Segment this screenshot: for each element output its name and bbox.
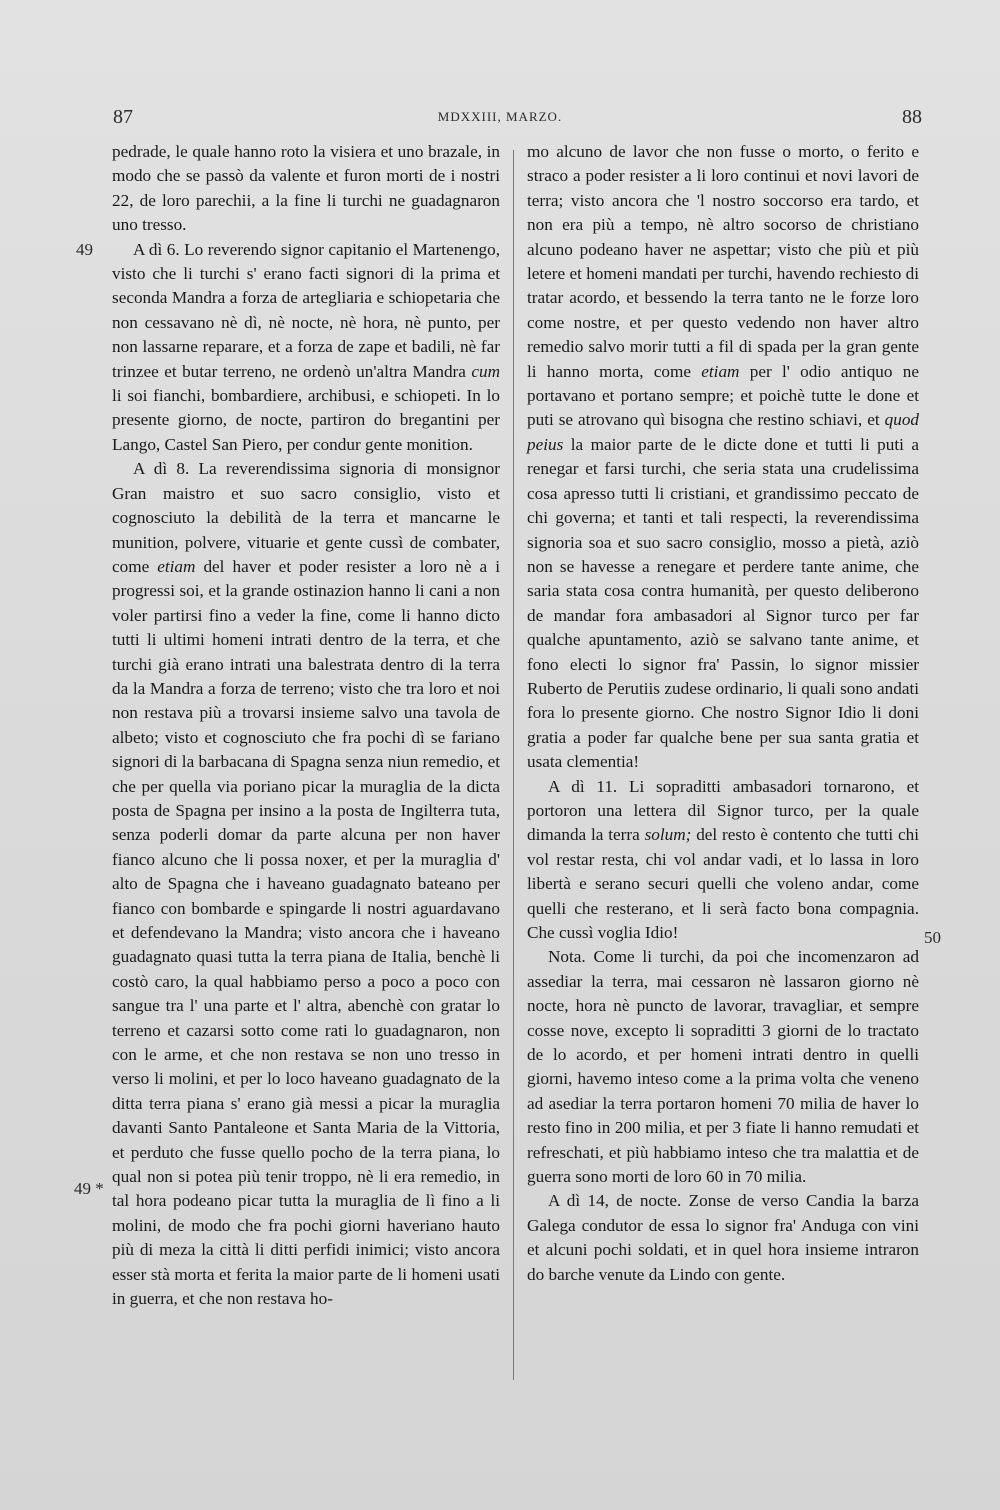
text-run: mo alcuno de lavor che non fusse o morto, o ferito e straco a poder resister a li loro continui et novi lavori de terra; visto ancora che 'l nostro soccorso era tardo, et non era più a tempo, nè altro socorso de christiano alcuno podeano haver ne aspettar; visto che più et più letere et homeni mandati per turchi, havendo rechiesto di tratar acordo, et bessendo la terra tanto ne le forze loro come nostre, et per questo vedendo non haver altro remedio salvo morir tutti a fil di spada per la gran gente li hanno morta, come — [527, 142, 919, 381]
running-title: MDXXIII, MARZO. — [437, 109, 563, 124]
paragraph-day-14: A dì 14, de nocte. Zonse de verso Candia la barza Galega condutor de essa lo signor fra' Anduga con vini et alcuni pochi soldati, et in quel hora insieme intraron do barche venute da Lindo con gente. — [527, 1191, 919, 1284]
paragraph-day-6 — [112, 238, 500, 458]
text-run: A dì 6. Lo reverendo signor capitanio el Martenengo, visto che li turchi s' erano facti signori di la prima et seconda Mandra a forza de artegliaria e schiopetaria che non cessavano nè dì, nè nocte, nè hora, nè punto, per non lassarne reparare, et a forza de zape et badili, nè far trinzee et butar terreno, ne ordenò un'altra Mandra — [112, 239, 500, 381]
right-column — [527, 140, 919, 1287]
italic-term: cum — [471, 361, 500, 381]
margin-number-third: 50 — [924, 928, 941, 947]
text-run: per l' odio antiquo ne portavano et portano sempre; et poichè tutte le done et puti se atrovano quì bisogna che restino schiavi, et — [527, 361, 919, 430]
page-number-right: 88 — [902, 106, 922, 128]
paragraph-continued: pedrade, le quale hanno roto la visiera et uno brazale, in modo che se passò da valente et furon morti de i nostri 22, de loro parechii, a la fine li turchi ne guadagnaron uno tresso. — [112, 142, 500, 235]
text-run: del haver et poder resister a loro nè a i progressi soi, et la grande ostinazion hanno li cani a non voler partirsi fino a veder la fine, come li hanno dicto tutti li ultimi homeni intrati dentro de la terra, et che turchi già erano intrati una balestrata dentro di la terra da la Mandra a forza de terreno; visto che tra loro et noi non restava più a trovarsi insieme salvo una tavola de albeto; visto et cognosciuto che fra pochi dì se fariano signori di la barbacana di Spagna senza niun remedio, et che per quella via poriano picar la muraglia de la dicta posta de Spagna per insino a la posta de Ingilterra tuta, senza poderli domar da parte alcuna per non haver fianco alcuno che li possa noxer, et per la muraglia d' alto de Spagna che i haveano guadagnato bateano per fianco con bombarde e spingarde li nostri aguardavano et defendevano la Mandra; visto ancora che i haveano guadagnato quasi tutta la terra piana de Italia, benchè li costò caro, la qual habbiamo perso a poco a poco con sangue tra l' una parte et l' altra, abenchè con gratar lo terreno et cazarsi sotto come rati lo guadagnaron, non con le arme, et che non restava se non uno tresso in verso li molini, et per lo loco haveano guadagnato de la ditta terra piana s' erano già messi a picar la muraglia davanti Santo Pantaleone et Santa Maria de la Vittoria, et perduto che fusse quello pocho de la terra piana, lo qual non si potea più tenir troppo, nè li era remedio, in tal hora podeano picar tutta la muraglia de lì fino a li molini, de modo che fra pochi giorni haveriano hauto più di meza la città li ditti perfidi inimici; visto ancora esser stà morta et ferita la maior parte de li homeni usati in guerra, et che non restava ho- — [112, 556, 500, 1309]
text-run: li soi fianchi, bombardiere, archibusi, e schiopeti. In lo presente giorno, de nocte, partiron do bregantini per Lango, Castel San Piero, per condur gente monition. — [112, 386, 500, 454]
italic-term: quod peius — [527, 410, 919, 454]
text-run: A dì 8. La reverendissima signoria di monsignor Gran maistro et suo sacro consiglio, visto et cognosciuto la debilità de la terra et mancarne le munition, polvere, vituarie et gente cussì de combater, come — [112, 459, 500, 576]
italic-term: etiam — [157, 556, 196, 576]
text-run: del resto è contento che tutti chi vol restar resta, chi vol andar vadi, et lo lassa in loro libertà e serano securi quelli che voleno andar, come quelli che resterano, et li serà facto bona compagnia. Che cussì voglia Idio! — [527, 825, 919, 942]
text-run: la maior parte de le dicte done et tutti li puti a renegar et farsi turchi, che seria stata una crudelissima cosa apresso tutti li cristiani, et grandissimo peccato de chi governa; et tanti et tali respecti, la reverendissima signoria soa et suo sacro consiglio, mosso a pietà, aziò non se havesse a renegare et perdere tante anime, che saria stata cosa contra humanità, per questo deliberono de mandar fora ambasadori al Signor turco per far qualche apuntamento, aziò se salvano tante anime, et fono electi lo signor fra' Passin, lo signor missier Ruberto de Perutiis zudese ordinario, li quali sono andati fora lo presente giorno. Che nostro Signor Idio li doni gratia a poder far qualche bene per sua santa gratia et usata clementia! — [527, 434, 919, 772]
margin-number-second: 49 * — [74, 1179, 104, 1198]
page-number-left: 87 — [113, 106, 133, 128]
left-column — [112, 140, 500, 1312]
paragraph-nota: Nota. Come li turchi, da poi che incomenzaron ad assediar la terra, mai cessaron nè lassaron giorno nè nocte, hora nè puncto de lavorar, travagliar, et sempre cosse nove, excepto li sopraditti 3 giorni de lo tractato de lo acordo, et per homeni intrati dentro in quelli giorni, havemo inteso come a la prima volta che veneno ad asediar la terra portaron homeni 70 milia de haver lo resto fino in 200 milia, et per 3 fiate li hanno remudati et refreschati, et più habbiamo inteso che tra malattia et de guerra sono morti de loro 60 in 70 milia. — [527, 947, 919, 1187]
paragraph-day-11 — [527, 775, 919, 946]
margin-number-first: 49 — [76, 240, 93, 259]
paragraph-day-8 — [112, 457, 500, 1311]
text-run: A dì 11. Li sopraditti ambasadori tornarono, et portoron una lettera dil Signor turco, per la quale dimanda la terra — [527, 776, 919, 845]
column-divider — [513, 150, 514, 1380]
paragraph-continued — [527, 140, 919, 775]
italic-term: solum; — [644, 825, 692, 845]
italic-term: etiam — [701, 361, 740, 381]
